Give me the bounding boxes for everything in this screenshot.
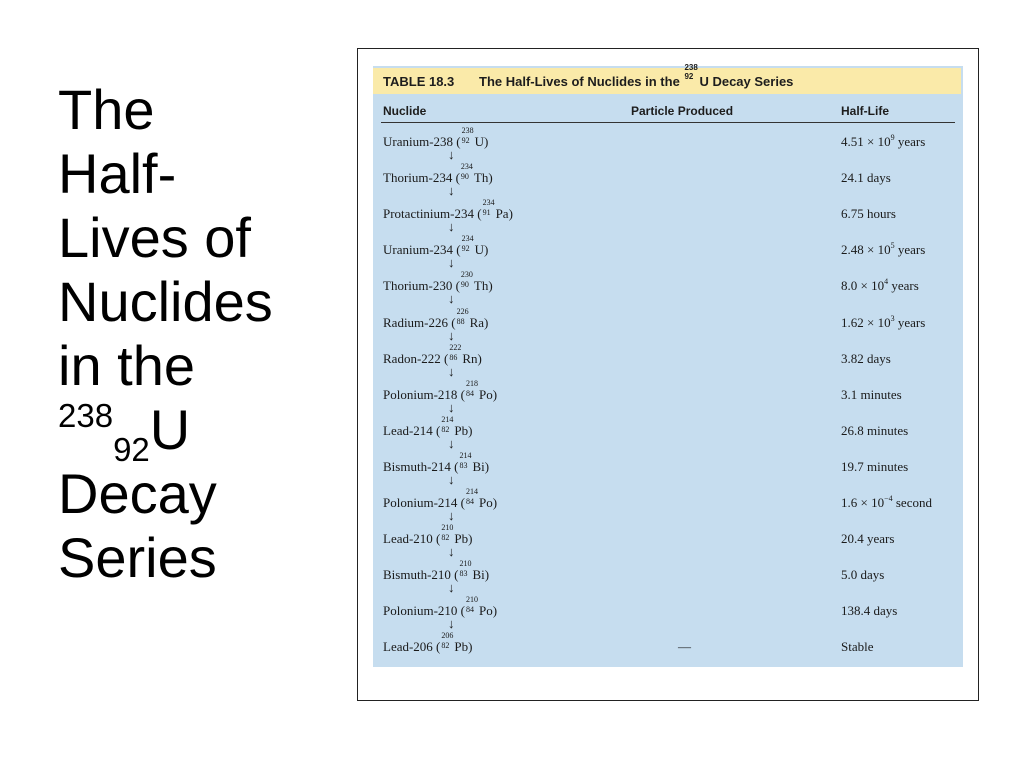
half-life-value: 3.82 days (841, 350, 891, 366)
title-line: Decay (58, 462, 217, 525)
mass-number: 206 (441, 631, 454, 641)
atomic-number: 82 (441, 424, 450, 434)
column-header-nuclide: Nuclide (383, 104, 427, 118)
atomic-number: 88 (456, 316, 465, 326)
element-symbol: Pb) (454, 531, 473, 547)
mass-number: 218 (465, 378, 478, 388)
half-life-cell (841, 315, 925, 331)
nuclide-cell (383, 631, 473, 655)
element-symbol: Bi) (472, 567, 490, 583)
half-life-exponent: 4 (884, 277, 889, 287)
table-row (373, 162, 963, 206)
element-symbol: Pb) (454, 639, 473, 655)
caption-text-after: Decay Series (712, 74, 794, 89)
atomic-number: 84 (465, 605, 474, 615)
nuclide-notation (460, 162, 474, 182)
nuclide-notation (482, 198, 496, 218)
nuclide-notation (461, 234, 475, 254)
mass-number: 214 (459, 450, 472, 460)
particle-produced-cell: — (678, 639, 691, 655)
title-line: Lives of (58, 206, 251, 269)
half-life-cell (841, 351, 891, 367)
half-life-cell (841, 459, 908, 475)
half-life-exponent: −4 (884, 494, 893, 503)
nuclide-cell (383, 342, 482, 367)
half-life-unit: years (894, 242, 926, 258)
atomic-number: 82 (441, 533, 450, 543)
half-life-value: 20.4 years (841, 531, 895, 547)
mass-number: 234 (460, 162, 473, 172)
half-life-value: 6.75 hours (841, 206, 896, 222)
table-row (373, 595, 963, 639)
nuclide-cell (383, 126, 489, 150)
nuclide-name: Lead-210 ( (383, 531, 441, 547)
element-symbol: Po) (478, 495, 498, 510)
decay-arrow-icon: ↓ (448, 544, 455, 560)
element-symbol: Pb) (454, 422, 473, 438)
atomic-number: 83 (459, 569, 468, 579)
half-life-cell (841, 639, 874, 655)
caption-element-symbol: U (699, 74, 709, 89)
title-line: Half- (58, 142, 177, 205)
half-life-exponent: 3 (890, 313, 895, 323)
title-line: in the (58, 334, 195, 397)
nuclide-name: Polonium-218 ( (383, 386, 465, 402)
element-symbol: Rn) (462, 350, 482, 366)
half-life-cell (841, 278, 919, 294)
half-life-exponent: 5 (890, 241, 895, 251)
half-life-cell (841, 495, 932, 511)
nuclide-cell (383, 450, 490, 475)
atomic-number: 90 (460, 172, 469, 182)
nuclide-cell (383, 270, 493, 294)
half-life-value: 2.48 × 10 (841, 242, 891, 258)
half-life-cell (841, 242, 925, 258)
table-row (373, 450, 963, 495)
decay-arrow-icon: ↓ (448, 363, 455, 379)
title-line: The (58, 78, 155, 141)
table-row (373, 378, 963, 423)
title-atomic-number: 92 (113, 431, 150, 468)
nuclide-name: Polonium-214 ( (383, 495, 465, 510)
decay-arrow-icon: ↓ (448, 327, 455, 343)
half-life-value: 26.8 minutes (841, 422, 909, 438)
half-life-cell (841, 567, 884, 583)
nuclide-name: Lead-214 ( (383, 422, 441, 438)
table-row (373, 559, 963, 603)
mass-number: 214 (465, 487, 478, 496)
mass-number: 210 (459, 559, 472, 569)
slide-title (58, 78, 338, 590)
decay-arrow-icon: ↓ (448, 471, 455, 487)
decay-arrow-icon: ↓ (448, 183, 455, 199)
nuclide-notation (465, 595, 479, 615)
nuclide-cell (383, 559, 490, 583)
column-header-particle-produced: Particle Produced (631, 104, 734, 118)
half-life-unit: years (894, 134, 926, 149)
nuclide-notation (460, 270, 474, 290)
half-life-value: 1.6 × 10 (841, 495, 885, 510)
nuclide-cell (383, 234, 489, 258)
element-symbol: U) (474, 242, 489, 258)
nuclide-name: Bismuth-214 ( (383, 458, 459, 474)
nuclide-notation (440, 414, 454, 435)
half-life-value: 4.51 × 10 (841, 134, 891, 149)
half-life-value: Stable (841, 639, 874, 655)
half-life-cell (841, 206, 896, 222)
half-life-cell (841, 531, 894, 547)
nuclide-cell (383, 378, 498, 403)
half-life-unit: second (892, 495, 932, 510)
title-line: Series (58, 526, 217, 589)
decay-arrow-icon: ↓ (448, 435, 455, 451)
half-life-value: 1.62 × 10 (841, 314, 891, 330)
nuclide-notation (458, 450, 472, 471)
column-header-half-life: Half-Life (841, 104, 889, 118)
atomic-number: 90 (460, 280, 469, 290)
table-row (373, 306, 963, 351)
decay-arrow-icon: ↓ (448, 399, 455, 415)
table-body (373, 63, 963, 667)
mass-number: 238 (461, 126, 474, 135)
half-life-exponent: 9 (890, 133, 895, 142)
caption-text-before: The Half-Lives of Nuclides in the (479, 74, 680, 89)
title-line: Nuclides (58, 270, 273, 333)
nuclide-cell (383, 162, 493, 186)
table-number: TABLE 18.3 (383, 74, 455, 89)
half-life-unit: years (888, 278, 919, 294)
table-row (373, 631, 963, 675)
atomic-number: 82 (441, 641, 450, 651)
nuclide-cell (383, 595, 498, 619)
nuclide-name: Uranium-234 ( (383, 242, 461, 258)
mass-number: 234 (482, 198, 495, 208)
atomic-number: 84 (465, 388, 474, 398)
element-symbol: Ra) (469, 314, 489, 330)
mass-number: 226 (456, 306, 469, 316)
mass-number: 210 (465, 595, 478, 605)
nuclide-notation (440, 523, 454, 543)
atomic-number: 92 (461, 136, 470, 145)
element-symbol: U) (474, 134, 489, 149)
nuclide-cell (383, 523, 473, 547)
nuclide-notation (448, 342, 462, 363)
title-nuclide (58, 397, 338, 468)
element-symbol: Bi) (472, 458, 490, 474)
element-symbol: Po) (478, 603, 498, 619)
nuclide-cell (383, 414, 473, 439)
nuclide-notation (458, 559, 472, 579)
nuclide-name: Radon-222 ( (383, 350, 449, 366)
decay-arrow-icon: ↓ (448, 580, 455, 596)
half-life-value: 138.4 days (841, 603, 898, 619)
nuclide-cell (383, 306, 489, 331)
half-life-cell (841, 134, 925, 150)
nuclide-cell (383, 487, 498, 511)
nuclide-name: Protactinium-234 ( (383, 206, 482, 222)
nuclide-notation (456, 306, 470, 327)
mass-number: 234 (461, 234, 474, 244)
title-element-symbol: U (149, 398, 191, 461)
atomic-number: 83 (459, 460, 468, 470)
half-life-value: 3.1 minutes (841, 386, 902, 402)
nuclide-name: Radium-226 ( (383, 314, 456, 330)
decay-arrow-icon: ↓ (448, 255, 455, 271)
mass-number: 214 (441, 414, 454, 424)
nuclide-name: Thorium-230 ( (383, 278, 460, 294)
nuclide-name: Thorium-234 ( (383, 170, 460, 186)
half-life-value: 24.1 days (841, 170, 891, 186)
atomic-number: 86 (449, 352, 458, 362)
caption-mass-number: 238 (684, 63, 698, 72)
nuclide-name: Polonium-210 ( (383, 603, 465, 619)
decay-arrow-icon: ↓ (448, 616, 455, 632)
nuclide-name: Uranium-238 ( (383, 134, 461, 149)
decay-arrow-icon: ↓ (448, 291, 455, 307)
mass-number: 210 (441, 523, 454, 533)
element-symbol: Pa) (495, 206, 513, 222)
half-life-unit: years (894, 314, 926, 330)
nuclide-notation (465, 487, 479, 507)
element-symbol: Th) (473, 170, 493, 186)
half-life-cell (841, 170, 891, 186)
half-life-value: 8.0 × 10 (841, 278, 885, 294)
nuclide-notation (440, 631, 454, 651)
nuclide-notation (465, 378, 479, 399)
decay-arrow-icon: ↓ (448, 219, 455, 235)
nuclide-name: Lead-206 ( (383, 639, 441, 655)
mass-number: 230 (460, 270, 473, 280)
atomic-number: 84 (465, 497, 474, 506)
caption-atomic-number: 92 (684, 72, 694, 81)
title-mass-number: 238 (58, 397, 114, 434)
element-symbol: Th) (473, 278, 493, 294)
half-life-cell (841, 387, 902, 403)
table-row (373, 487, 963, 531)
atomic-number: 91 (482, 208, 491, 218)
decay-arrow-icon: ↓ (448, 147, 455, 162)
table-row (373, 342, 963, 387)
half-life-table (373, 63, 963, 667)
half-life-value: 5.0 days (841, 567, 885, 583)
mass-number: 222 (449, 342, 462, 352)
nuclide-notation (461, 126, 475, 146)
nuclide-name: Bismuth-210 ( (383, 567, 459, 583)
atomic-number: 92 (461, 244, 470, 254)
decay-arrow-icon: ↓ (448, 508, 455, 523)
half-life-value: 19.7 minutes (841, 458, 909, 474)
half-life-cell (841, 603, 897, 619)
half-life-cell (841, 423, 908, 439)
element-symbol: Po) (478, 386, 498, 402)
